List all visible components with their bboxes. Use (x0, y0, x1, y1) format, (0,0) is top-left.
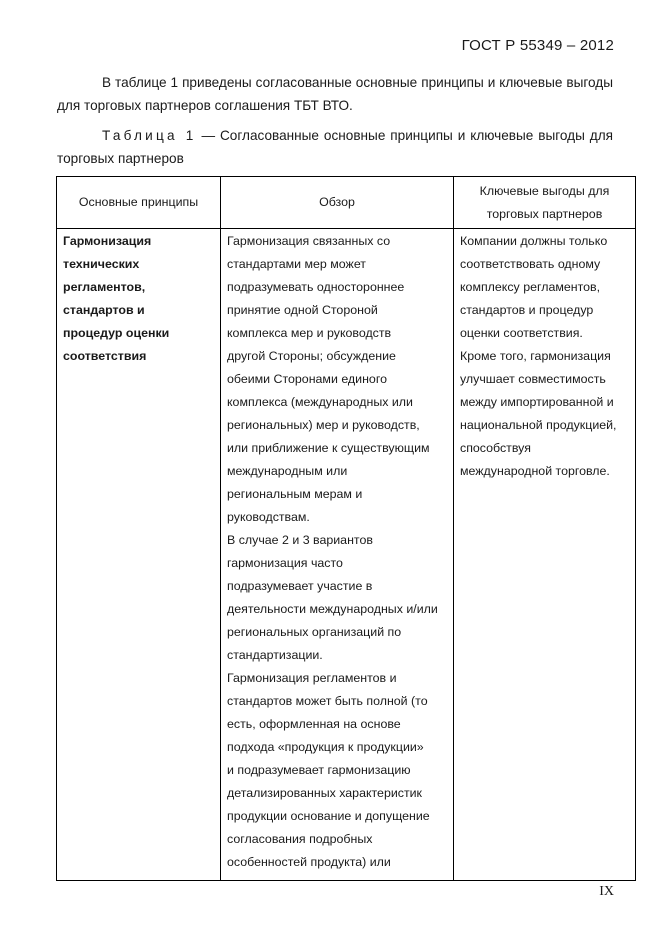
text-line: особенностей продукта) или (227, 855, 391, 869)
benefits-cell (454, 229, 636, 881)
table-caption (57, 124, 613, 170)
page-number: IX (599, 884, 614, 899)
principle-cell (57, 229, 221, 881)
text-line: стандартов может быть полной (то (227, 694, 428, 708)
text-line: соответствовать одному (460, 257, 601, 271)
text-line: подразумевает участие в (227, 579, 373, 593)
text-line: согласования подробных (227, 832, 373, 846)
header-principles: Основные принципы (57, 177, 221, 229)
text-line: деятельности международных и/или (227, 602, 438, 616)
text-line: Кроме того, гармонизация (460, 349, 611, 363)
overview-text (221, 229, 453, 880)
text-line: или приближение к существующим (227, 441, 430, 455)
text-line: другой Стороны; обсуждение (227, 349, 396, 363)
text-line: Компании должны только (460, 234, 608, 248)
text-line: региональных организаций по (227, 625, 402, 639)
text-line: есть, оформленная на основе (227, 717, 401, 731)
text-line: улучшает совместимость (460, 372, 606, 386)
text-line: гармонизация часто (227, 556, 343, 570)
text-line: Гармонизация связанных со (227, 234, 391, 248)
text-line: комплекса (международных или (227, 395, 413, 409)
table-row (57, 229, 636, 881)
text-line: стандартами мер может (227, 257, 366, 271)
benefits-text (454, 229, 635, 489)
text-line: оценки соответствия. (460, 326, 583, 340)
table-caption-label: Таблица 1 (102, 128, 197, 143)
text-line: В случае 2 и 3 вариантов (227, 533, 373, 547)
header-overview: Обзор (221, 177, 454, 229)
overview-cell (221, 229, 454, 881)
text-line: принятие одной Стороной (227, 303, 378, 317)
intro-paragraph: В таблице 1 приведены согласованные основные принципы и ключевые выгоды для торговых партнеров соглашения ТБТ ВТО. (57, 75, 613, 113)
text-line: международной торговле. (460, 464, 610, 478)
document-code: ГОСТ Р 55349 – 2012 (461, 37, 614, 54)
text-line: продукции основание и допущение (227, 809, 430, 823)
text-line: соответствия (63, 349, 147, 363)
table-header-row (57, 177, 636, 229)
text-line: подхода «продукция к продукции» (227, 740, 424, 754)
text-line: комплексу регламентов, (460, 280, 601, 294)
text-line: технических (63, 257, 140, 271)
table-caption-text: — Согласованные основные принципы и ключевые выгоды для торговых партнеров (57, 128, 613, 166)
text-line: региональных) мер и руководств, (227, 418, 420, 432)
text-line: региональным мерам и (227, 487, 363, 501)
header-benefits: Ключевые выгоды для торговых партнеров (454, 177, 636, 229)
text-line: Гармонизация регламентов и (227, 671, 397, 685)
text-line: подразумевать одностороннее (227, 280, 405, 294)
text-line: комплекса мер и руководств (227, 326, 392, 340)
text-line: стандартов и (63, 303, 145, 317)
text-line: руководствам. (227, 510, 310, 524)
text-line: стандартизации. (227, 648, 323, 662)
text-line: регламентов, (63, 280, 146, 294)
text-line: обеими Сторонами единого (227, 372, 387, 386)
text-line: способствуя (460, 441, 531, 455)
text-line: стандартов и процедур (460, 303, 594, 317)
principle-text (57, 229, 220, 374)
text-line: национальной продукцией, (460, 418, 617, 432)
principles-table (56, 176, 636, 881)
text-line: процедур оценки (63, 326, 170, 340)
text-line: между импортированной и (460, 395, 614, 409)
text-line: Гармонизация (63, 234, 152, 248)
text-line: международным или (227, 464, 348, 478)
text-line: детализированных характеристик (227, 786, 422, 800)
text-line: и подразумевает гармонизацию (227, 763, 411, 777)
